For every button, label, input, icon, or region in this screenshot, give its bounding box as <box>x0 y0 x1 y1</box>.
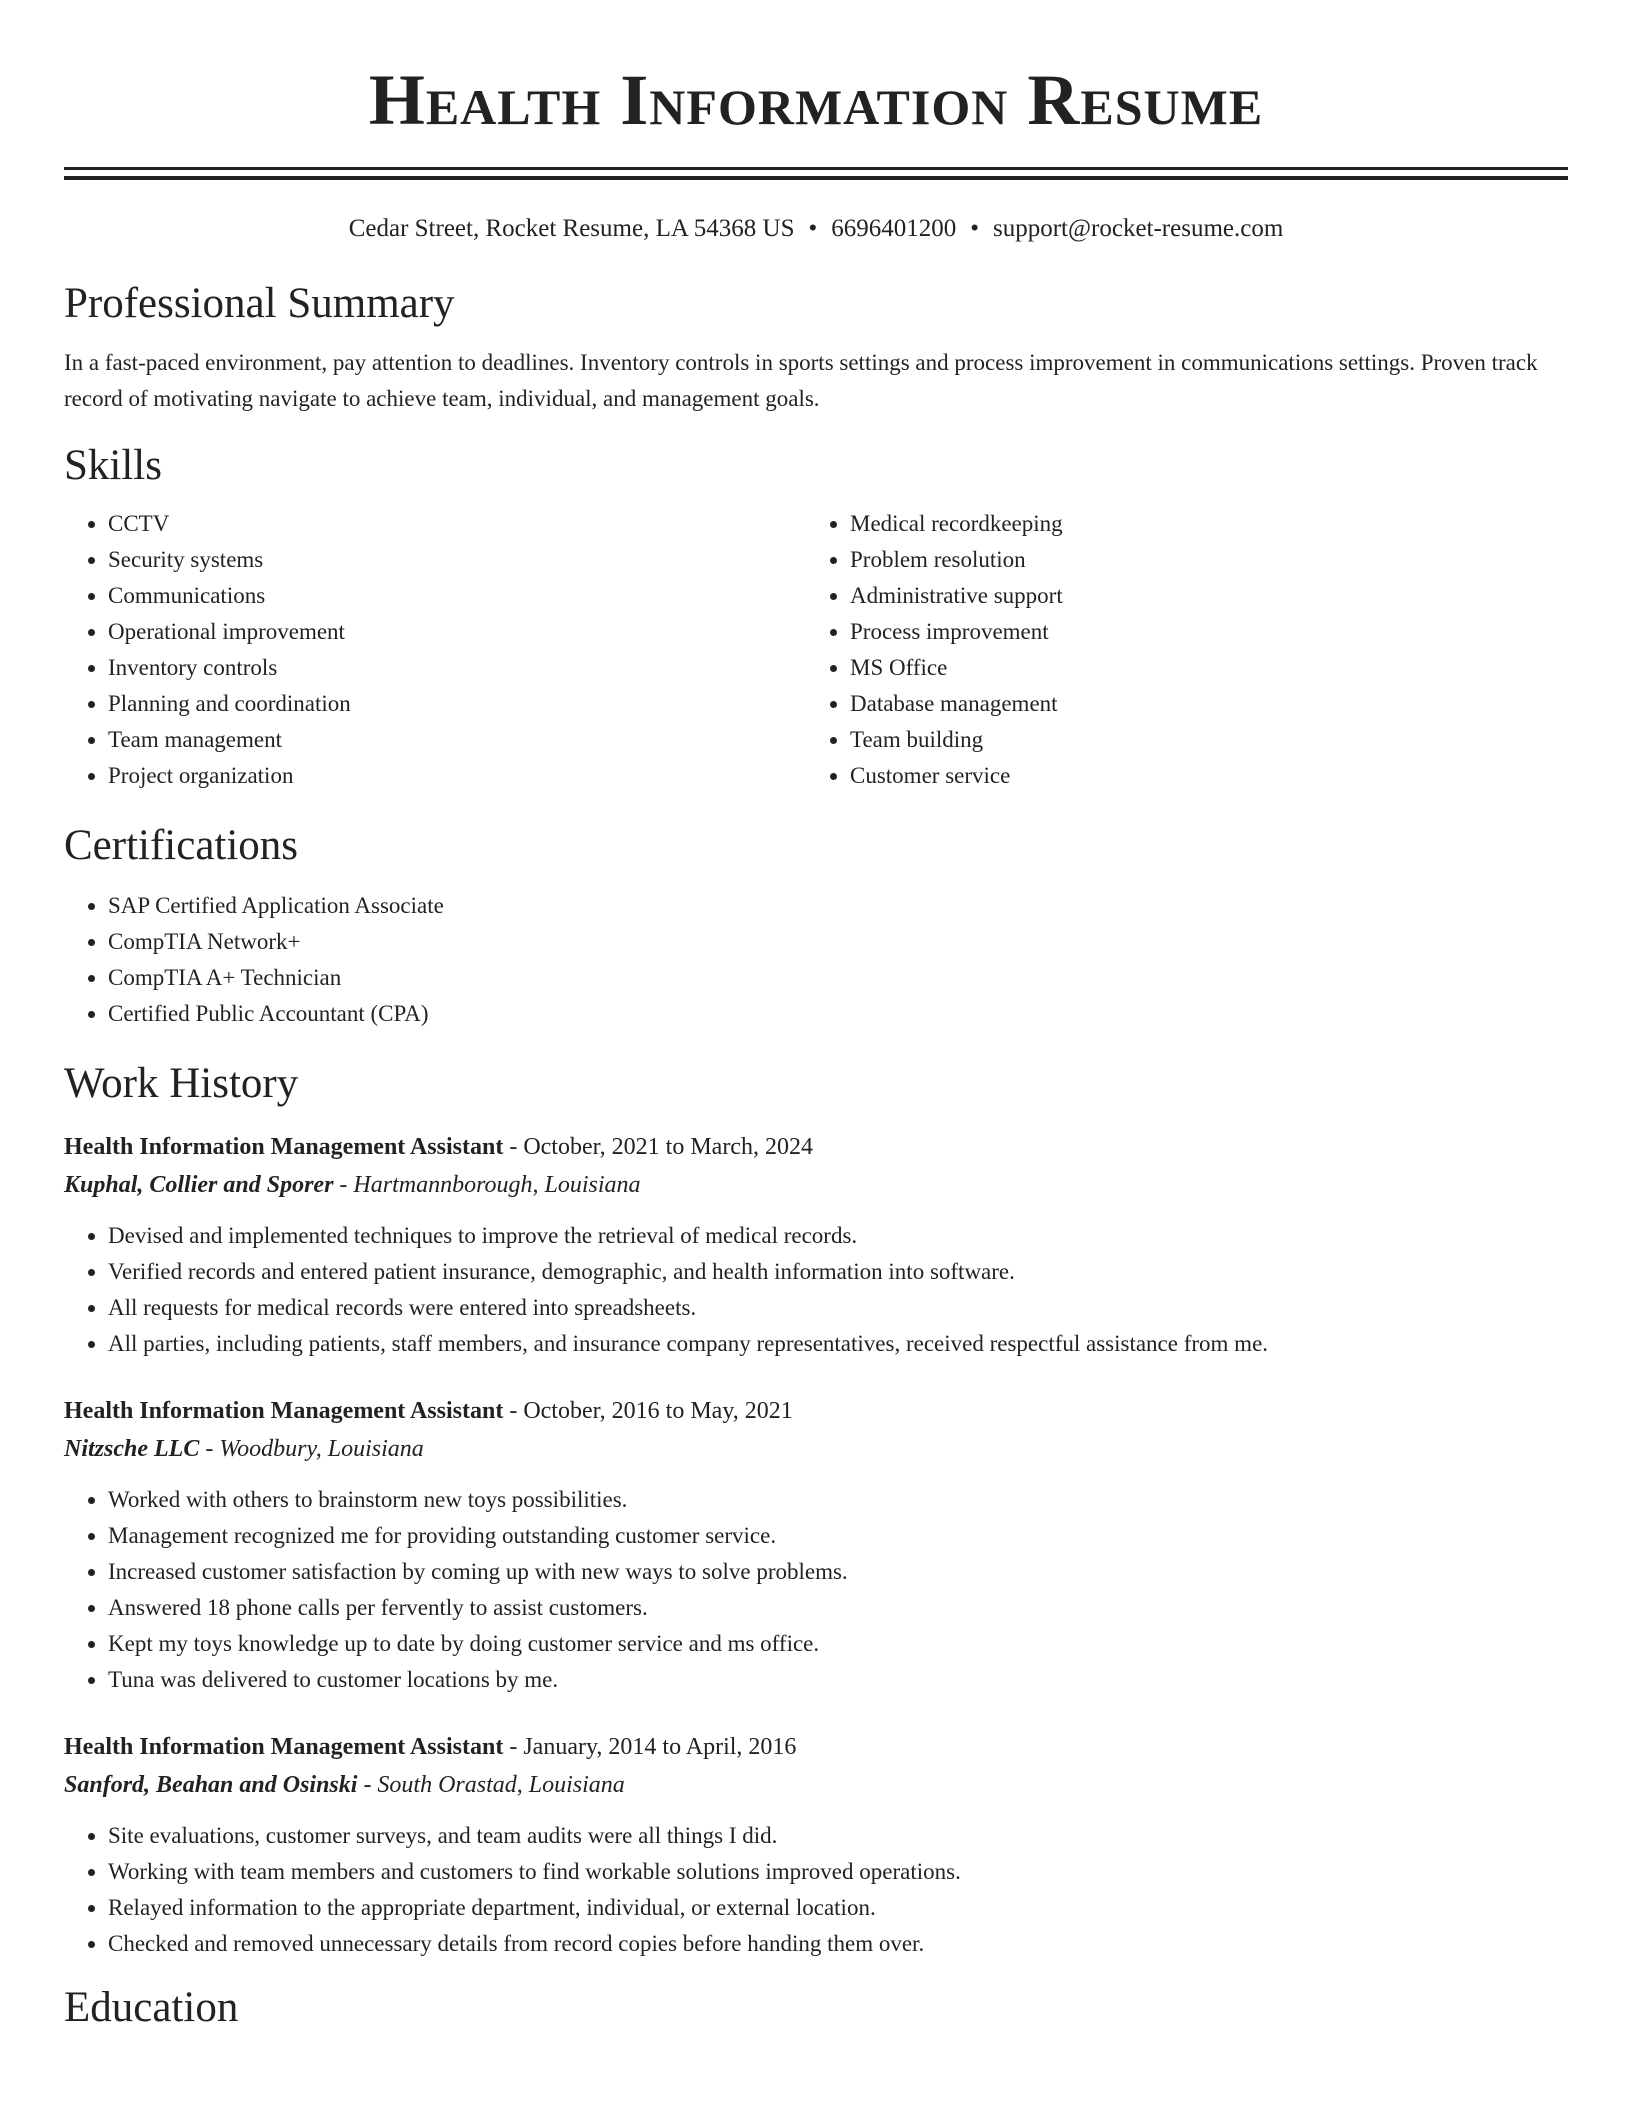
skill-item: • Process improvement <box>850 614 1548 650</box>
contact-email: support@rocket-resume.com <box>993 215 1284 242</box>
skills-list-left <box>64 506 806 794</box>
contact-separator: • <box>970 215 979 242</box>
job-duty-item: • Worked with others to brainstorm new toys possibilities. <box>108 1482 1568 1518</box>
skill-item: • Team building <box>850 722 1548 758</box>
job-duty-item: • Management recognized me for providing outstanding customer service. <box>108 1518 1568 1554</box>
job-duty-item: • Checked and removed unnecessary details from record copies before handing them over. <box>108 1926 1568 1962</box>
skills-heading: Skills <box>64 442 162 489</box>
job-duty-item: • Site evaluations, customer surveys, and team audits were all things I did. <box>108 1818 1568 1854</box>
skill-item: • Communications <box>108 578 806 614</box>
job-company-line <box>64 1166 1568 1204</box>
job-duty-item: • Kept my toys knowledge up to date by doing customer service and ms office. <box>108 1626 1568 1662</box>
job-duty-item: • Answered 18 phone calls per fervently to assist customers. <box>108 1590 1568 1626</box>
certification-item: • CompTIA Network+ <box>108 924 1568 960</box>
skill-item: • Customer service <box>850 758 1548 794</box>
work-history-heading: Work History <box>64 1060 299 1107</box>
certification-item: • CompTIA A+ Technician <box>108 960 1568 996</box>
job-duties-list <box>64 1218 1568 1362</box>
job-duties-list <box>64 1818 1568 1962</box>
job-duty-item: • All requests for medical records were entered into spreadsheets. <box>108 1290 1568 1326</box>
skill-item: • Inventory controls <box>108 650 806 686</box>
skill-item: • Database management <box>850 686 1548 722</box>
contact-address: Cedar Street, Rocket Resume, LA 54368 US <box>348 215 795 242</box>
job-title-line <box>64 1392 1568 1430</box>
skill-item: • Security systems <box>108 542 806 578</box>
skill-item: • CCTV <box>108 506 806 542</box>
job-title-line <box>64 1728 1568 1766</box>
certification-item: • Certified Public Accountant (CPA) <box>108 996 1568 1032</box>
skills-list-right <box>806 506 1548 794</box>
job-entry <box>64 1728 1568 1962</box>
job-duty-item: • Devised and implemented techniques to improve the retrieval of medical records. <box>108 1218 1568 1254</box>
contact-phone: 6696401200 <box>831 215 957 242</box>
contact-separator: • <box>808 215 818 242</box>
job-duties-list <box>64 1482 1568 1698</box>
job-entry <box>64 1392 1568 1698</box>
skill-item: • Problem resolution <box>850 542 1548 578</box>
job-location: - Woodbury, Louisiana <box>199 1436 424 1462</box>
job-dates: - January, 2014 to April, 2016 <box>503 1734 797 1760</box>
skills-grid <box>64 506 1568 794</box>
certifications-heading: Certifications <box>64 822 299 869</box>
skills-column-left <box>64 506 806 794</box>
skill-item: • Administrative support <box>850 578 1548 614</box>
skill-item: • Team management <box>108 722 806 758</box>
skill-item: • Project organization <box>108 758 806 794</box>
job-title-line <box>64 1128 1568 1166</box>
job-duty-item: • Increased customer satisfaction by coming up with new ways to solve problems. <box>108 1554 1568 1590</box>
skills-column-right <box>806 506 1548 794</box>
title-divider-top <box>64 167 1568 170</box>
skill-item: • Medical recordkeeping <box>850 506 1548 542</box>
job-dates: - October, 2016 to May, 2021 <box>503 1398 793 1424</box>
job-company: Nitzsche LLC <box>64 1436 200 1462</box>
job-entry <box>64 1128 1568 1362</box>
contact-line <box>64 212 1568 246</box>
summary-heading: Professional Summary <box>64 280 455 327</box>
summary-text: In a fast-paced environment, pay attention to deadlines. Inventory controls in sports settings and process improvement in communications settings. Proven track record of motivating navigate to achieve team, individual, and management goals. <box>64 350 1538 411</box>
job-duty-item: • Working with team members and customers to find workable solutions improved operations. <box>108 1854 1568 1890</box>
job-company-line <box>64 1766 1568 1804</box>
education-heading: Education <box>64 1984 239 2031</box>
title-divider-bottom <box>64 176 1568 180</box>
job-location: - Hartmannborough, Louisiana <box>333 1172 641 1198</box>
job-duty-item: • All parties, including patients, staff members, and insurance company representatives, received respectful assistance from me. <box>108 1326 1568 1362</box>
skill-item: • Operational improvement <box>108 614 806 650</box>
certifications-list <box>64 888 1568 1032</box>
certification-item: • SAP Certified Application Associate <box>108 888 1568 924</box>
skill-item: • MS Office <box>850 650 1548 686</box>
skill-item: • Planning and coordination <box>108 686 806 722</box>
job-role: Health Information Management Assistant <box>64 1734 504 1760</box>
job-company: Kuphal, Collier and Sporer <box>64 1172 334 1198</box>
job-location: - South Orastad, Louisiana <box>357 1772 625 1798</box>
job-role: Health Information Management Assistant <box>64 1398 504 1424</box>
job-dates: - October, 2021 to March, 2024 <box>503 1134 813 1160</box>
job-duty-item: • Tuna was delivered to customer locations by me. <box>108 1662 1568 1698</box>
job-company-line <box>64 1430 1568 1468</box>
job-duty-item: • Relayed information to the appropriate department, individual, or external location. <box>108 1890 1568 1926</box>
job-company: Sanford, Beahan and Osinski <box>64 1772 358 1798</box>
resume-title: Health Information Resume <box>368 60 1264 140</box>
job-role: Health Information Management Assistant <box>64 1134 504 1160</box>
job-duty-item: • Verified records and entered patient insurance, demographic, and health information into software. <box>108 1254 1568 1290</box>
